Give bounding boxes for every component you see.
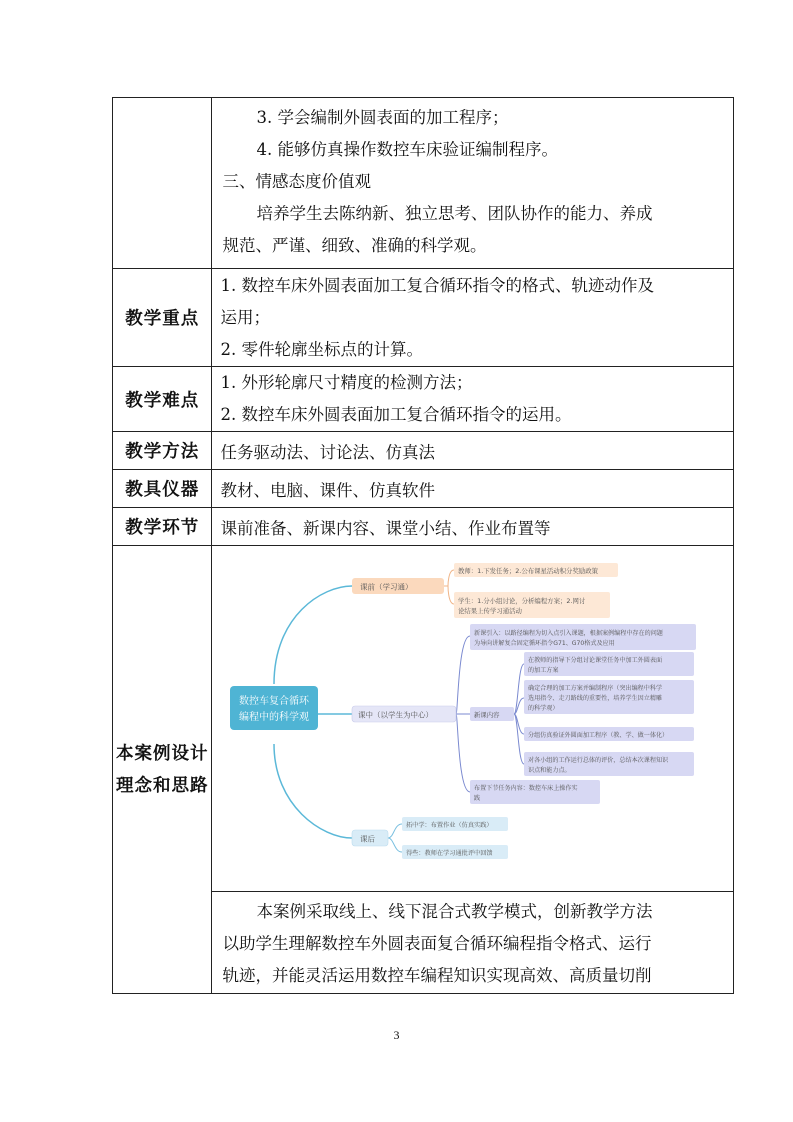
key-point-line: 1. 数控车床外圆表面加工复合循环指令的格式、轨迹动作及 <box>220 275 654 295</box>
mindmap-root-node <box>230 686 318 730</box>
post-item2-text: 得些：教师在学习通批评中回馈 <box>406 850 494 857</box>
intro-line2: 为导向讲解复合固定循环指令G71、G70格式及应用 <box>474 640 616 647</box>
item2-line2: 选用指令、走刀路线的重要性，培养学生因立精雕 <box>528 695 663 702</box>
difficult-points-cell <box>212 367 734 432</box>
stages-row <box>113 508 734 546</box>
item4-line1: 对各小组的工作运行总体的评价，总结本次课程知识 <box>528 757 669 764</box>
difficult-points-row <box>113 367 734 432</box>
tools-label: 教具仪器 <box>113 470 212 508</box>
design-text-line: 以助学生理解数控车外圆表面复合循环编程指令格式、运行 <box>222 934 652 953</box>
item2-line1: 确定合理的加工方案并编制程序（突出编程中科学 <box>528 685 663 692</box>
empty-label-cell <box>113 98 212 269</box>
key-points-cell <box>212 269 734 367</box>
objective-line: 3. 学会编制外圆表面的加工程序； <box>256 108 509 127</box>
objective-line: 规范、严谨、细致、准确的科学观。 <box>222 236 487 255</box>
method-label: 教学方法 <box>113 432 212 470</box>
objective-line: 培养学生去陈纳新、独立思考、团队协作的能力、养成 <box>256 204 653 223</box>
lesson-plan-table <box>112 97 734 994</box>
key-points-row <box>113 269 734 367</box>
item1-line2: 的加工方案 <box>528 667 559 674</box>
post-item1-text: 拓中学：布置作业（仿真实践） <box>406 822 494 829</box>
homework-line1: 布置下节任务内容：数控车床上操作实 <box>474 785 579 792</box>
design-label-line1: 本案例设计 <box>115 743 209 764</box>
section-heading: 三、情感态度价值观 <box>222 172 371 191</box>
mindmap-diagram <box>212 546 719 887</box>
root-line2: 编程中的科学观 <box>239 712 310 723</box>
design-label <box>113 546 212 994</box>
item1-line1: 在教师的指导下分组讨论课堂任务中加工外圆表面 <box>528 657 663 664</box>
pre-student-line2: 论结果上传学习通活动 <box>458 607 523 615</box>
post-class-label: 课后 <box>360 834 376 844</box>
objectives-cell <box>212 98 734 269</box>
design-text-line: 轨迹，并能灵活运用数控车编程知识实现高效、高质量切削 <box>222 966 652 985</box>
post-class-connectors <box>388 824 402 852</box>
content-label: 新课内容 <box>474 711 501 719</box>
method-value: 任务驱动法、讨论法、仿真法 <box>212 432 734 470</box>
design-text-line: 本案例采取线上、线下混合式教学模式，创新教学方法 <box>256 902 653 921</box>
homework-node <box>470 780 600 804</box>
stages-label: 教学环节 <box>113 508 212 546</box>
tools-row <box>113 470 734 508</box>
item3-text: 分组仿真验证外圆面加工程序（教、学、做一体化） <box>528 732 669 739</box>
design-label-line2: 理念和思路 <box>115 775 209 796</box>
key-point-line: 运用； <box>220 307 270 327</box>
key-point-line: 2. 零件轮廓坐标点的计算。 <box>220 339 423 359</box>
homework-line2: 践 <box>474 795 481 802</box>
intro-line1: 新课引入：以路径编程为切入点引入课题，根据案例编程中存在的问题 <box>474 630 664 637</box>
pre-teacher-text: 教师：1.下发任务；2.公布课星活动积分奖励政策 <box>458 567 599 575</box>
design-text-cell <box>212 892 734 994</box>
page-number: 3 <box>393 1028 400 1042</box>
objective-line: 4. 能够仿真操作数控车床验证编制程序。 <box>256 140 558 159</box>
item4-line2: 识点和能力点。 <box>528 767 572 774</box>
pre-student-line1: 学生：1.分小组讨论，分析编程方案；2.网讨 <box>458 597 586 605</box>
objectives-row <box>113 98 734 269</box>
method-row <box>113 432 734 470</box>
tools-value: 教材、电脑、课件、仿真软件 <box>212 470 734 508</box>
stages-value: 课前准备、新课内容、课堂小结、作业布置等 <box>212 508 734 546</box>
mindmap-cell <box>212 546 734 892</box>
in-class-label: 课中（以学生为中心） <box>358 710 434 720</box>
mindmap-row <box>113 546 734 892</box>
difficult-points-label: 教学难点 <box>113 367 212 432</box>
pre-class-label: 课前（学习通） <box>360 582 413 592</box>
pre-class-connectors <box>444 570 454 604</box>
difficult-point-line: 1. 外形轮廓尺寸精度的检测方法； <box>220 373 473 392</box>
root-line1: 数控车复合循环 <box>239 696 310 707</box>
difficult-point-line: 2. 数控车床外圆表面加工复合循环指令的运用。 <box>220 405 572 424</box>
item2-line3: 的科学观） <box>528 705 559 712</box>
key-points-label: 教学重点 <box>113 269 212 367</box>
